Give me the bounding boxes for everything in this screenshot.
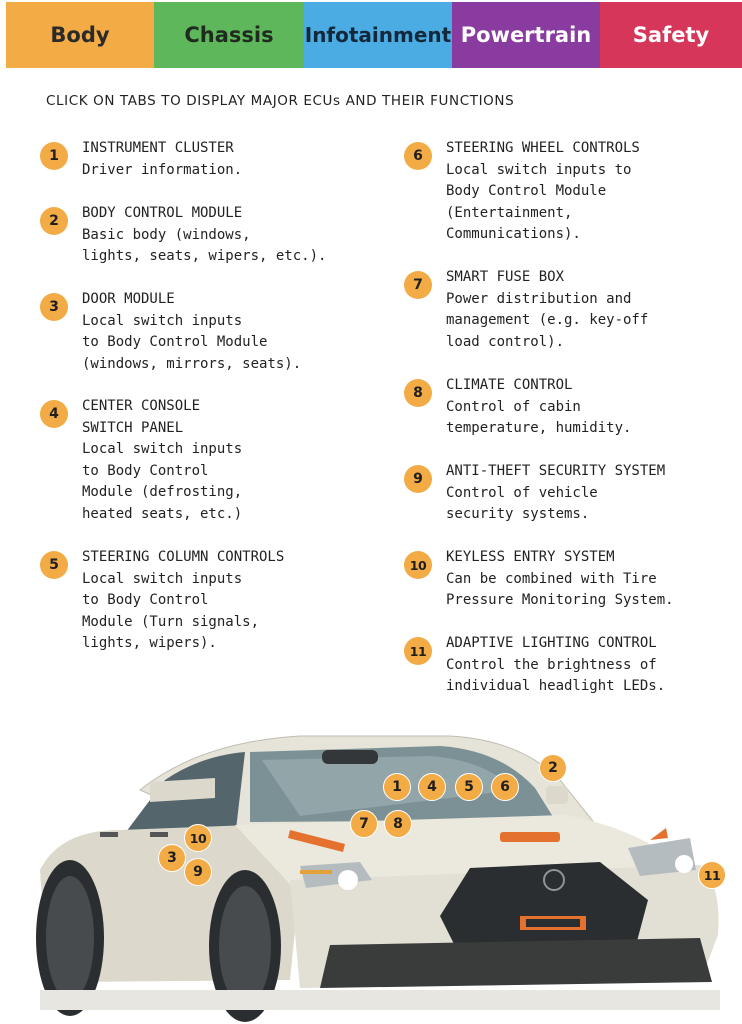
ecu-title: BODY CONTROL MODULE xyxy=(82,205,243,221)
tab-infotainment[interactable]: Infotainment xyxy=(304,2,452,68)
ecu-number-badge: 3 xyxy=(40,293,68,321)
car-drawing xyxy=(0,720,742,1024)
ecu-title: SMART FUSE BOX xyxy=(446,269,565,285)
ecu-number-badge: 6 xyxy=(404,142,432,170)
ecu-title: CENTER CONSOLE SWITCH PANEL xyxy=(82,398,201,436)
tab-body[interactable]: Body xyxy=(6,2,154,68)
ecu-description: Can be combined with Tire Pressure Monitoring System. xyxy=(446,570,674,609)
ecu-number-badge: 5 xyxy=(40,551,68,579)
ecu-number-badge: 4 xyxy=(40,400,68,428)
ecu-number-badge: 10 xyxy=(404,551,432,579)
ecu-description: Control the brightness of individual headlight LEDs. xyxy=(446,656,666,695)
ecu-description: Local switch inputs to Body Control Module (windows, mirrors, seats). xyxy=(82,312,302,372)
tab-powertrain[interactable]: Powertrain xyxy=(452,2,600,68)
ecu-number-badge: 1 xyxy=(40,142,68,170)
car-pin-7[interactable]: 7 xyxy=(350,810,378,838)
car-pin-3[interactable]: 3 xyxy=(158,844,186,872)
ecu-title: STEERING WHEEL CONTROLS xyxy=(446,140,640,156)
ecu-number-badge: 7 xyxy=(404,271,432,299)
ecu-description: Control of vehicle security systems. xyxy=(446,484,598,523)
ecu-number-badge: 2 xyxy=(40,207,68,235)
ecu-title: ANTI-THEFT SECURITY SYSTEM xyxy=(446,463,666,479)
ecu-number-badge: 11 xyxy=(404,637,432,665)
ecu-title: KEYLESS ENTRY SYSTEM xyxy=(446,549,615,565)
ecu-description: Power distribution and management (e.g. key-off load control). xyxy=(446,290,649,350)
car-pin-5[interactable]: 5 xyxy=(455,773,483,801)
car-pin-6[interactable]: 6 xyxy=(491,773,519,801)
car-pin-10[interactable]: 10 xyxy=(184,824,212,852)
car-illustration xyxy=(0,720,742,1024)
ecu-description: Local switch inputs to Body Control Module (Entertainment, Communications). xyxy=(446,161,632,243)
instruction-text: CLICK ON TABS TO DISPLAY MAJOR ECUs AND THEIR FUNCTIONS xyxy=(46,93,515,109)
ecu-number-badge: 8 xyxy=(404,379,432,407)
tab-chassis[interactable]: Chassis xyxy=(154,2,304,68)
ecu-title: INSTRUMENT CLUSTER xyxy=(82,140,234,156)
ecu-category-tabs xyxy=(6,2,742,68)
tab-safety[interactable]: Safety xyxy=(600,2,742,68)
ecu-description: Driver information. xyxy=(82,161,243,178)
ecu-title: DOOR MODULE xyxy=(82,291,175,307)
ecu-description: Control of cabin temperature, humidity. xyxy=(446,398,632,437)
ecu-description: Local switch inputs to Body Control Module (Turn signals, lights, wipers). xyxy=(82,570,260,652)
ecu-description: Basic body (windows, lights, seats, wipers, etc.). xyxy=(82,226,327,265)
car-pin-9[interactable]: 9 xyxy=(184,858,212,886)
ecu-title: ADAPTIVE LIGHTING CONTROL xyxy=(446,635,657,651)
ecu-title: STEERING COLUMN CONTROLS xyxy=(82,549,285,565)
car-pin-4[interactable]: 4 xyxy=(418,773,446,801)
car-pin-1[interactable]: 1 xyxy=(383,773,411,801)
ecu-title: CLIMATE CONTROL xyxy=(446,377,573,393)
car-pin-2[interactable]: 2 xyxy=(539,754,567,782)
car-pin-8[interactable]: 8 xyxy=(384,810,412,838)
ecu-description: Local switch inputs to Body Control Module (defrosting, heated seats, etc.) xyxy=(82,441,243,522)
ecu-number-badge: 9 xyxy=(404,465,432,493)
car-pin-11[interactable]: 11 xyxy=(698,861,726,889)
